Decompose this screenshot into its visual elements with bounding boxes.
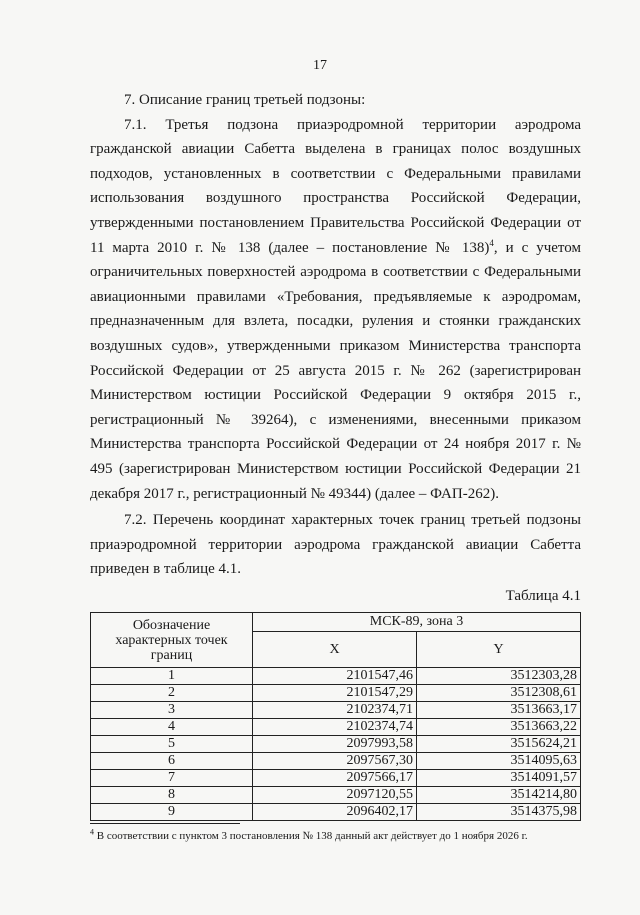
x-coordinate-cell: 2102374,71 [253,702,417,719]
y-coordinate-cell: 3512308,61 [417,685,581,702]
x-coordinate-cell: 2101547,46 [253,668,417,685]
header-point-name: Обозначение характерных точек границ [91,613,253,668]
coordinates-table [90,612,581,821]
table-header-row [91,613,581,632]
footnote-divider [90,823,240,824]
paragraph-7-2: 7.2. Перечень координат характерных точек границ третьей подзоны приаэродромной территории аэродрома гражданской авиации Сабетта приведен в таблице 4.1. [90,512,581,578]
point-number-cell: 1 [91,668,253,685]
table-row [91,736,581,753]
y-coordinate-cell: 3514214,80 [417,787,581,804]
header-x: X [253,632,417,668]
section-heading: 7. Описание границ третьей подзоны: [124,92,366,108]
footnote-mark: 4 [90,827,94,837]
y-coordinate-cell: 3515624,21 [417,736,581,753]
table-row [91,668,581,685]
point-number-cell: 2 [91,685,253,702]
page-number: 17 [313,58,327,73]
table-row [91,804,581,821]
point-number-cell: 3 [91,702,253,719]
x-coordinate-cell: 2097120,55 [253,787,417,804]
header-y: Y [417,632,581,668]
y-coordinate-cell: 3514375,98 [417,804,581,821]
point-number-cell: 8 [91,787,253,804]
footnote-text: В соответствии с пунктом 3 постановления № 138 данный акт действует до 1 ноября 2026 г. [94,830,528,842]
y-coordinate-cell: 3513663,17 [417,702,581,719]
table-caption: Таблица 4.1 [505,587,581,604]
table-row [91,702,581,719]
table-row [91,719,581,736]
table-row [91,685,581,702]
footnote [90,829,590,843]
paragraph-7-1-text-b: , и с учетом ограничительных поверхностей аэродрома в соответствии с Федеральными авиационными правилами «Требования, предъявляемые к аэродромам, предназначенным для взлета, посадки, руления и стоянки гражданских воздушных судов», утвержденными приказом Министерства транспорта Российской Федерации от 25 августа 2015 г. № 262 (зарегистрирован Министерством юстиции Российской Федерации 9 октября 2015 г., регистрационный № 39264), с изменениями, внесенными приказом Министерства транспорта Российской Федерации от 24 ноября 2017 г. № 495 (зарегистрирован Министерством юстиции Российской Федерации 21 декабря 2017 г., регистрационный № 49344) (далее – ФАП-262). [90,239,581,502]
y-coordinate-cell: 3513663,22 [417,719,581,736]
y-coordinate-cell: 3514095,63 [417,753,581,770]
paragraph-7-1 [90,113,581,507]
table-row [91,753,581,770]
table-row [91,787,581,804]
point-number-cell: 6 [91,753,253,770]
point-number-cell: 7 [91,770,253,787]
y-coordinate-cell: 3514091,57 [417,770,581,787]
header-coordinate-system: МСК-89, зона 3 [253,613,581,632]
x-coordinate-cell: 2101547,29 [253,685,417,702]
x-coordinate-cell: 2102374,74 [253,719,417,736]
x-coordinate-cell: 2097566,17 [253,770,417,787]
document-body [90,88,581,821]
table-row [91,770,581,787]
x-coordinate-cell: 2097567,30 [253,753,417,770]
point-number-cell: 5 [91,736,253,753]
x-coordinate-cell: 2096402,17 [253,804,417,821]
y-coordinate-cell: 3512303,28 [417,668,581,685]
footnote-reference: 4 [489,237,494,248]
x-coordinate-cell: 2097993,58 [253,736,417,753]
paragraph-7-1-text-a: 7.1. Третья подзона приаэродромной территории аэродрома гражданской авиации Сабетта выделена в границах полос воздушных подходов, установленных в соответствии с Федеральными правилами использования воздушного пространства Российской Федерации, утвержденными постановлением Правительства Российской Федерации от 11 марта 2010 г. № 138 (далее – постановление № 138) [90,116,581,256]
table-body [91,668,581,821]
point-number-cell: 4 [91,719,253,736]
point-number-cell: 9 [91,804,253,821]
